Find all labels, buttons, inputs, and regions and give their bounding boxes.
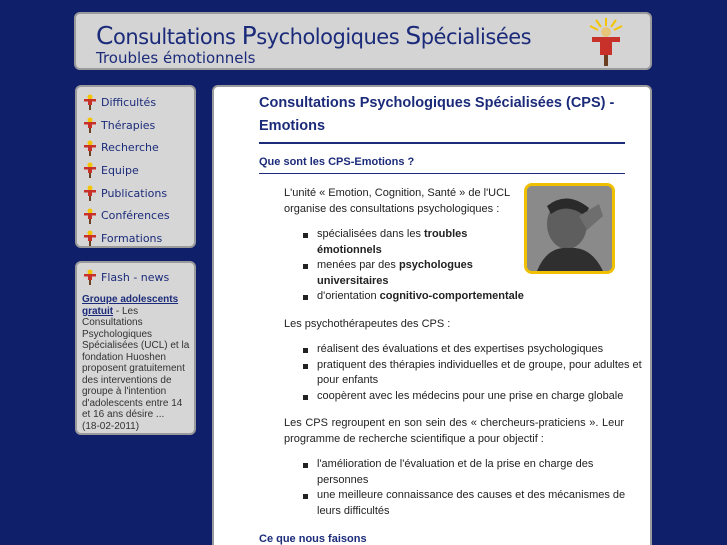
scarecrow-icon <box>83 117 97 133</box>
list-item: réalisent des évaluations et des expertises psychologiques <box>301 342 646 358</box>
site-header <box>74 12 652 70</box>
scarecrow-icon <box>83 269 97 285</box>
sidebar-item-therapies[interactable] <box>77 114 194 137</box>
list-item: spécialisées dans les troubles émotionnels <box>301 227 501 258</box>
list-item: l'amélioration de l'évaluation et de la prise en charge des personnes <box>301 457 631 488</box>
list-item: d'orientation cognitivo-comportementale <box>301 289 541 305</box>
sidebar-nav <box>75 85 196 248</box>
scarecrow-icon <box>83 208 97 224</box>
flash-news-text: - Les Consultations Psychologiques Spécialisées (UCL) et la fondation Huoshen proposent gratuitement des interventions de groupe à l'intention d'adolescents entre 14 et 16 ans désire ... <box>82 305 190 420</box>
site-title: Consultations Psychologiques Spécialisées <box>96 21 532 50</box>
scarecrow-icon <box>83 94 97 110</box>
list-item: coopèrent avec les médecins pour une prise en charge globale <box>301 389 646 405</box>
flash-news-title: Flash - news <box>81 267 190 287</box>
consultations-list <box>301 227 524 305</box>
sidebar-item-label: Equipe <box>101 163 139 177</box>
flash-news-box <box>75 261 196 435</box>
scarecrow-logo-icon <box>586 16 626 68</box>
research-intro: Les CPS regroupent en son sein des « chercheurs-praticiens ». Leur programme de recherche scientifique a pour objectif : <box>284 417 624 445</box>
sidebar-item-publications[interactable] <box>77 182 194 205</box>
list-item: pratiquent des thérapies individuelles et de groupe, pour adultes et pour enfants <box>301 358 646 389</box>
list-item: une meilleure connaissance des causes et des mécanismes de leurs difficultés <box>301 488 631 519</box>
sidebar-item-label: Difficultés <box>101 95 157 109</box>
main-content <box>212 85 652 545</box>
page-title: Consultations Psychologiques Spécialisées (CPS) - Emotions <box>259 87 625 144</box>
sidebar-item-equipe[interactable] <box>77 159 194 182</box>
scarecrow-icon <box>83 140 97 156</box>
section-title-what-we-do: Ce que nous faisons <box>259 533 367 545</box>
section-title-what: Que sont les CPS-Emotions ? <box>259 156 625 174</box>
sidebar-item-label: Publications <box>101 186 168 200</box>
sidebar-item-label: Formations <box>101 231 163 245</box>
scarecrow-icon <box>83 162 97 178</box>
flash-news-body <box>81 294 190 432</box>
research-list <box>301 457 631 519</box>
sidebar-item-conferences[interactable] <box>77 204 194 227</box>
scarecrow-icon <box>83 230 97 246</box>
person-photo-image <box>527 186 612 271</box>
sidebar-item-label: Recherche <box>101 141 159 155</box>
psychotherapists-list <box>301 342 646 404</box>
sidebar-item-formations[interactable] <box>77 227 194 250</box>
psychotherapists-intro: Les psychothérapeutes des CPS : <box>284 317 451 330</box>
site-subtitle: Troubles émotionnels <box>96 49 256 67</box>
intro-text: L'unité « Emotion, Cognition, Santé » de l'UCL organise des consultations psychologiques : <box>284 187 510 215</box>
person-photo <box>524 183 615 274</box>
flash-news-date: (18-02-2011) <box>82 420 140 432</box>
sidebar-item-label: Thérapies <box>101 118 156 132</box>
list-item: menées par des psychologues universitaires <box>301 258 501 289</box>
sidebar-item-label: Conférences <box>101 209 170 223</box>
sidebar-item-difficultes[interactable] <box>77 91 194 114</box>
flash-news-link[interactable]: Groupe adolescents gratuit <box>82 294 179 317</box>
sidebar-item-recherche[interactable] <box>77 136 194 159</box>
scarecrow-icon <box>83 185 97 201</box>
